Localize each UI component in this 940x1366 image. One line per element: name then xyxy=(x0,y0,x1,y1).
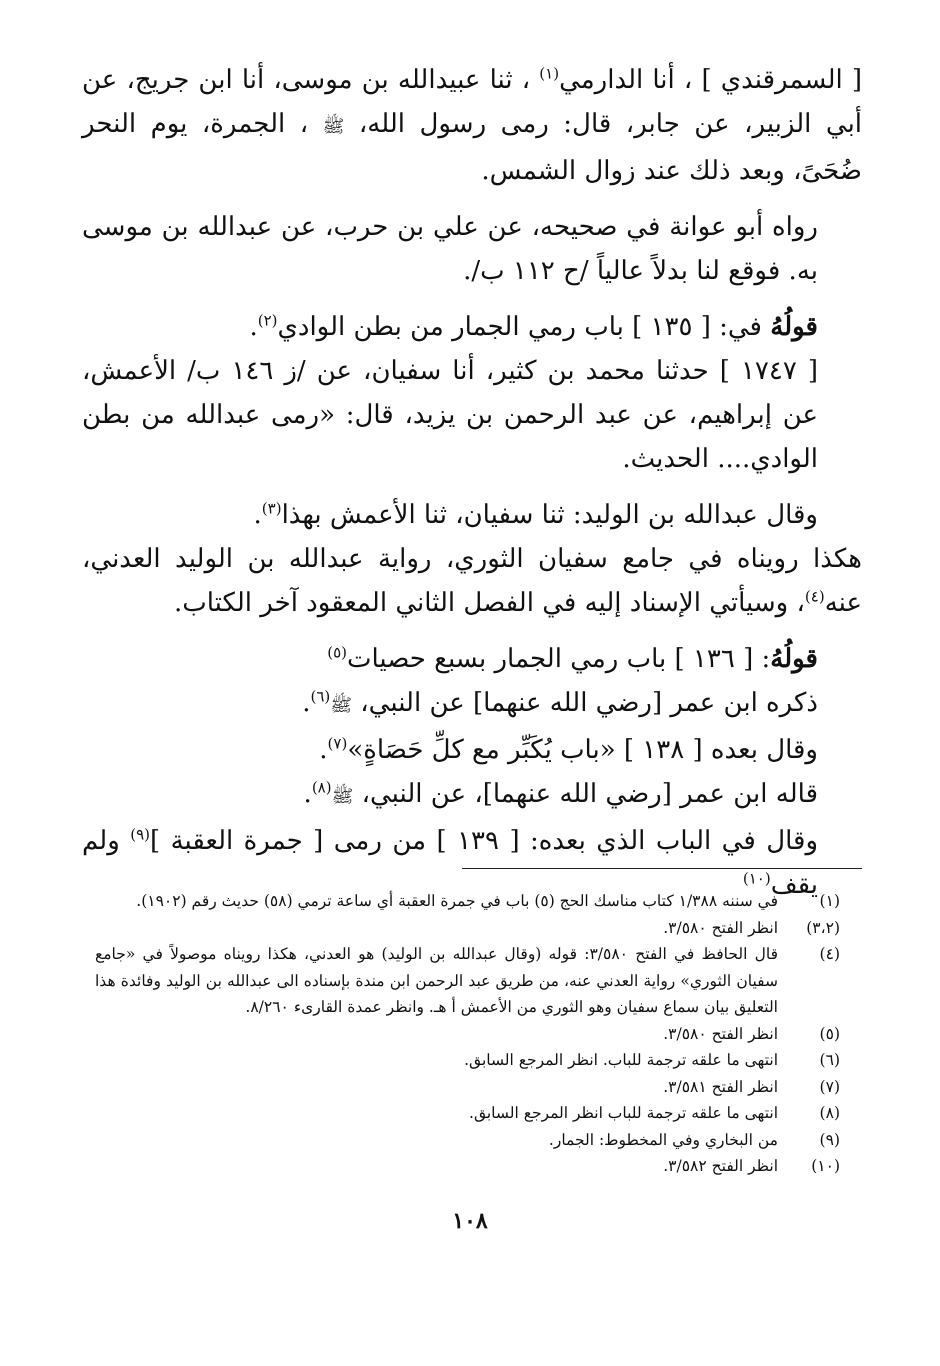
paragraph-8 xyxy=(82,681,862,728)
page-number: ١٠٨ xyxy=(452,1208,488,1234)
text-run: . xyxy=(319,735,328,765)
text-run: ولم يقف xyxy=(82,826,818,900)
footnote-number: (٣،٢) xyxy=(806,918,840,937)
footnote-item xyxy=(95,915,840,942)
salawat-glyph: ﷺ xyxy=(322,116,345,137)
footnote-text: من البخاري وفي المخطوط: الجمار. xyxy=(548,1130,778,1149)
footnote-ref: (٧) xyxy=(327,734,348,753)
text-run: ، ثنا عبيدالله بن موسى، أنا ابن جريج، عن أبي الزبير، عن جابر، قال: رمى رسول الله، xyxy=(82,65,863,139)
footnote-ref: (٤) xyxy=(804,587,825,606)
footnote-number: (٤) xyxy=(819,945,840,963)
footnote-number: (٥) xyxy=(819,1024,840,1043)
footnote-number: (٦) xyxy=(819,1051,840,1069)
footnote-item xyxy=(95,1074,840,1101)
text-run: قاله ابن عمر [رضي الله عنهما]، عن النبي، xyxy=(361,779,818,809)
footnote-text: انظر الفتح ٣/٥٨٢. xyxy=(663,1157,778,1175)
footnote-item xyxy=(95,1127,840,1154)
text-run: وقال في الباب الذي بعده: [ ١٣٩ ] من رمى [ جمرة العقبة ] xyxy=(150,826,819,856)
salawat-glyph: ﷺ xyxy=(330,695,353,716)
text-run: [ ١٧٤٧ ] حدثنا محمد بن كثير، أنا سفيان، عن /ز ١٤٦ ب/ الأعمش، عن إبراهيم، عن عبد الرحمن بن يزيد، قال: «رمى عبدالله من بطن الوادي.... الحديث. xyxy=(82,356,818,474)
footnotes xyxy=(95,888,840,1180)
paragraph-10 xyxy=(82,772,862,819)
chapter-heading-136 xyxy=(82,637,862,681)
footnote-ref: (٣) xyxy=(261,499,282,518)
footnote-item xyxy=(95,1021,840,1048)
footnote-ref: (٦) xyxy=(310,687,331,706)
footnote-text: انظر الفتح ٣/٥٨٠. xyxy=(663,1024,778,1043)
footnote-item xyxy=(95,888,840,915)
text-run: وقال عبدالله بن الوليد: ثنا سفيان، ثنا الأعمش بهذا xyxy=(281,500,818,530)
main-text xyxy=(82,58,862,907)
footnote-divider xyxy=(462,868,862,869)
paragraph-5 xyxy=(82,493,862,537)
paragraph-9 xyxy=(82,728,862,772)
footnote-number: (١٠) xyxy=(811,1157,840,1175)
footnote-text: قال الحافظ في الفتح ٣/٥٨٠: قوله (وقال عبدالله بن الوليد) هو العدني، هكذا رويناه موصولاً في «جامع سفيان الثوري» رواية العدني عنه، من طريق عبد الرحمن ابن مندة بإسناده الى عبدالله بن الوليد وفائدة هذا التعليق بيان سماع سفيان وهو الثوري من الأعمش أ هـ. وانظر عمدة القارىء ٨/٢٦٠. xyxy=(95,945,778,1016)
paragraph-2 xyxy=(82,205,862,293)
footnote-item xyxy=(95,1047,840,1074)
text-run: [ السمرقندي ] ، أنا الدارمي xyxy=(559,65,863,95)
text-run: ، الجمرة، يوم النحر ضُحَىً، وبعد ذلك عند زوال الشمس. xyxy=(82,109,862,186)
footnote-item xyxy=(95,1153,840,1180)
footnote-text: انظر الفتح ٣/٥٨٠. xyxy=(663,918,778,937)
heading-lead: قولُهُ xyxy=(770,644,818,674)
paragraph-1 xyxy=(82,58,862,193)
footnote-number: (١) xyxy=(819,892,840,910)
footnote-text: في سننه ١/٣٨٨ كتاب مناسك الحج (٥) باب في جمرة العقبة أي ساعة ترمي (٥٨) حديث رقم (١٩٠٢). xyxy=(136,892,778,910)
footnote-item xyxy=(95,1100,840,1127)
text-run: . xyxy=(249,312,258,342)
text-run: في: [ ١٣٥ ] باب رمي الجمار من بطن الوادي xyxy=(277,312,762,342)
footnote-item xyxy=(95,941,840,1021)
text-run: . xyxy=(303,779,312,809)
footnote-ref: (٨) xyxy=(311,778,332,797)
salawat-glyph: ﷺ xyxy=(331,786,354,807)
text-run: رواه أبو عوانة في صحيحه، عن علي بن حرب، عن عبدالله بن موسى به. فوقع لنا بدلاً عالياً /ح ١١٢ ب/. xyxy=(82,212,818,286)
footnote-ref: (١٠) xyxy=(742,869,771,888)
text-run: . xyxy=(302,688,311,718)
paragraph-hadith-1747 xyxy=(82,349,862,481)
text-run: . xyxy=(253,500,262,530)
paragraph-6 xyxy=(82,537,862,625)
chapter-heading-135 xyxy=(82,305,862,349)
text-run: ، وسيأتي الإسناد إليه في الفصل الثاني المعقود آخر الكتاب. xyxy=(174,588,805,618)
footnote-ref: (١) xyxy=(539,64,560,83)
footnote-text: انظر الفتح ٣/٥٨١. xyxy=(663,1077,778,1096)
footnote-ref: (٩) xyxy=(130,825,151,844)
footnote-ref: (٥) xyxy=(327,643,347,662)
text-run: هكذا رويناه في جامع سفيان الثوري، رواية عبدالله بن الوليد العدني، عنه xyxy=(82,544,862,618)
footnote-number: (٨) xyxy=(819,1104,840,1122)
footnote-text: انتهى ما علقه ترجمة للباب. انظر المرجع السابق. xyxy=(464,1051,778,1069)
text-run: ذكره ابن عمر [رضي الله عنهما] عن النبي، xyxy=(360,688,818,718)
text-run: وقال بعده [ ١٣٨ ] «باب يُكَبِّر مع كلِّ حَصَاةٍ» xyxy=(347,735,818,765)
footnote-number: (٩) xyxy=(819,1130,840,1149)
footnote-text: انتهى ما علقه ترجمة للباب انظر المرجع السابق. xyxy=(469,1104,778,1122)
heading-lead: قولُهُ xyxy=(770,312,818,342)
text-run: : [ ١٣٦ ] باب رمي الجمار بسبع حصيات xyxy=(346,644,771,674)
footnote-ref: (٢) xyxy=(257,311,278,330)
footnote-number: (٧) xyxy=(819,1077,840,1096)
